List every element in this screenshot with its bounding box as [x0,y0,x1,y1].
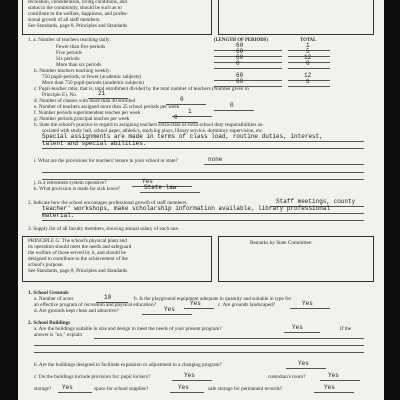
document-page [18,0,384,400]
q2-text: 2. Indicate how the school encourages professional growth of staff members. [28,200,188,206]
s2-c2-value: Yes [62,384,73,391]
s2-c-mid: custodian's room? [268,374,306,380]
s2-a-text-2: answer is "no," explain [34,332,83,338]
q1-h-text: h. State the school's practice in regard to assigning teachers extra-class or extra-school duty responsibilities as- [34,122,264,128]
q1-col-periods: (LENGTH OF PERIODS) [214,38,268,43]
q1-k-text: k. What provision is made for sick leave? [34,186,121,192]
remarks-box-top [218,0,374,35]
principle-g-line-2: its operation should meet the needs and safeguard [28,244,132,250]
s2-title: 2. School Buildings [28,320,71,326]
q1-row-label: Fewer than five periods [56,44,106,50]
q2-value-2: teacher' workshops, make scholarship information available, library professional [42,205,331,212]
q1-i-text: i. What are the provisions for teachers' tenure in your school or state? [34,158,178,164]
principle-g-line-6: See Standards, page 8, Principles and Standards [28,268,128,274]
q1-row-total: 1 [306,42,310,49]
q1-d-text: d. Number of classes with more than 40 enrolled [34,98,135,104]
q1-b-row-label: 750 pupil-periods, or fewer (academic subjects) [42,74,142,80]
q1-row-total: 5 [306,48,310,55]
s2-a-tail: If the [340,326,352,332]
q3-text: 3. Supply list of all faculty members, showing annual salary of each one. [28,226,180,232]
q1-c-value: 21 [98,90,106,97]
q1-d-value: 0 [180,96,184,103]
s2-c2-text: storage? [34,386,52,392]
s2-c-mid-value: Yes [328,372,339,379]
s2-b-text: b. Are the buildings designed to facilitate expansion or adjustment to a changing program? [34,362,222,368]
q2-value-3: material. [42,212,75,219]
q1-row-label: Five periods [56,50,82,56]
q1-j-text: j. Is a retirement system operative? [34,180,107,186]
principle-g-line-3: the welfare of those served by it, and should be [28,250,126,256]
q1-c-text-2: Principle E). No. [42,92,78,98]
q1-e-value: 0 [230,102,234,109]
s2-c2-mid-value: Yes [178,384,189,391]
remarks-label: Remarks by State Committee: [250,240,313,246]
q2-value-1: Staff meetings, county [276,198,356,205]
q1-f-text: f. Number periods superintendent teaches per week [34,110,141,116]
s1-b-text-2: an effective program of recreation and physical education? [34,302,156,308]
q1-b-row-length: 60 [236,72,244,79]
principle-g-line-5: school's purpose. [28,262,64,268]
s1-b-value: Yes [190,300,201,307]
q1-h-text-2: sociated with study hall, school paper, athletics, studying plays, library service, dormitory supervision, etc. [42,128,264,134]
q1-b-row-label: More than 750 pupil-periods (academic subjects) [42,80,144,86]
principle-f-line-3: contribute to the welfare, happiness, and profes- [28,11,128,17]
q1-row-total: 0 [306,60,310,67]
q1-b-row-total: 12 [304,72,312,79]
q1-e-text: e. Number of teachers assigned more than 25 school periods per week [34,104,180,110]
q1-row-length: 60 [236,48,244,55]
q1-row-length: 0 [236,60,240,67]
s2-a-text: a. Are the buildings suitable in size and design to meet the needs of your present program? [34,326,222,332]
s2-c2-mid: space for school supplies? [94,386,149,392]
q1-row-label: Six periods [56,56,80,62]
principle-g-line-4: designed to contribute to the achievement of the [28,256,128,262]
principle-f-line-4: sional growth of all staff members. [28,17,101,23]
q1-row-length: 60 [236,42,244,49]
q1-col-total: TOTAL [300,38,317,43]
q1-row-label: More than six periods [56,62,102,68]
s1-d-value: Yes [164,306,175,313]
q1-row-length: 60 [236,54,244,61]
s1-d-text: d. Are grounds kept clean and attractive? [34,308,119,314]
q1-k-value: State law [144,184,177,191]
s2-a-value: Yes [292,324,303,331]
principle-f-line-1: recreation, consideration, living conditions, and [28,0,127,5]
q1-h-value-1: Special assignments are made in terms of class load, routine duties, interest, [42,133,323,140]
s2-c-value: Yes [184,372,195,379]
q1-f-value: 1 [188,108,192,115]
q1-i-value: none [208,156,223,163]
principle-f-line-5: See Standards, page 8, Principles and Standards [28,23,128,29]
q1-b-row-total: 6 [306,78,310,85]
q1-row-total: 12 [304,54,312,61]
s1-a-text: a. Number of acres [34,296,74,302]
s2-c-text: c. Do the buildings include provision for: pupil lockers? [34,374,151,380]
q1-title: 1. a. Number of teachers teaching daily: [28,37,111,43]
q1-g-text: g. Number periods principal teaches per week [34,116,130,122]
s2-c2-tail-value: Yes [324,384,335,391]
s1-c-text: c. Are grounds landscaped? [218,302,276,308]
q1-c-text: c. Pupil-teacher ratio, that is, total enrollment divided by the total number of teachers (Number given in [34,86,249,92]
s1-title: 1. School Grounds [28,290,69,296]
q1-b-label: b. Number teachers teaching weekly: [34,68,112,74]
q1-g-value: 0 [174,114,178,121]
q1-b-row-length: 60 [236,78,244,85]
s2-c2-tail: safe storage for permanent records? [208,386,283,392]
s1-c-value: Yes [302,300,313,307]
q1-h-value-2: talent and special abilities. [42,140,147,147]
q1-j-value: Yes [142,178,153,185]
s2-b-value: Yes [298,360,309,367]
principle-g-line-1: PRINCIPLE G: The school's physical plant and [28,238,127,244]
principle-f-line-2: status in the community, should be such as to [28,5,122,11]
s1-a-value: 10 [104,294,112,301]
s1-b-text: b. Is the playground equipment adequate in quantity and suitable in type for [134,296,292,302]
